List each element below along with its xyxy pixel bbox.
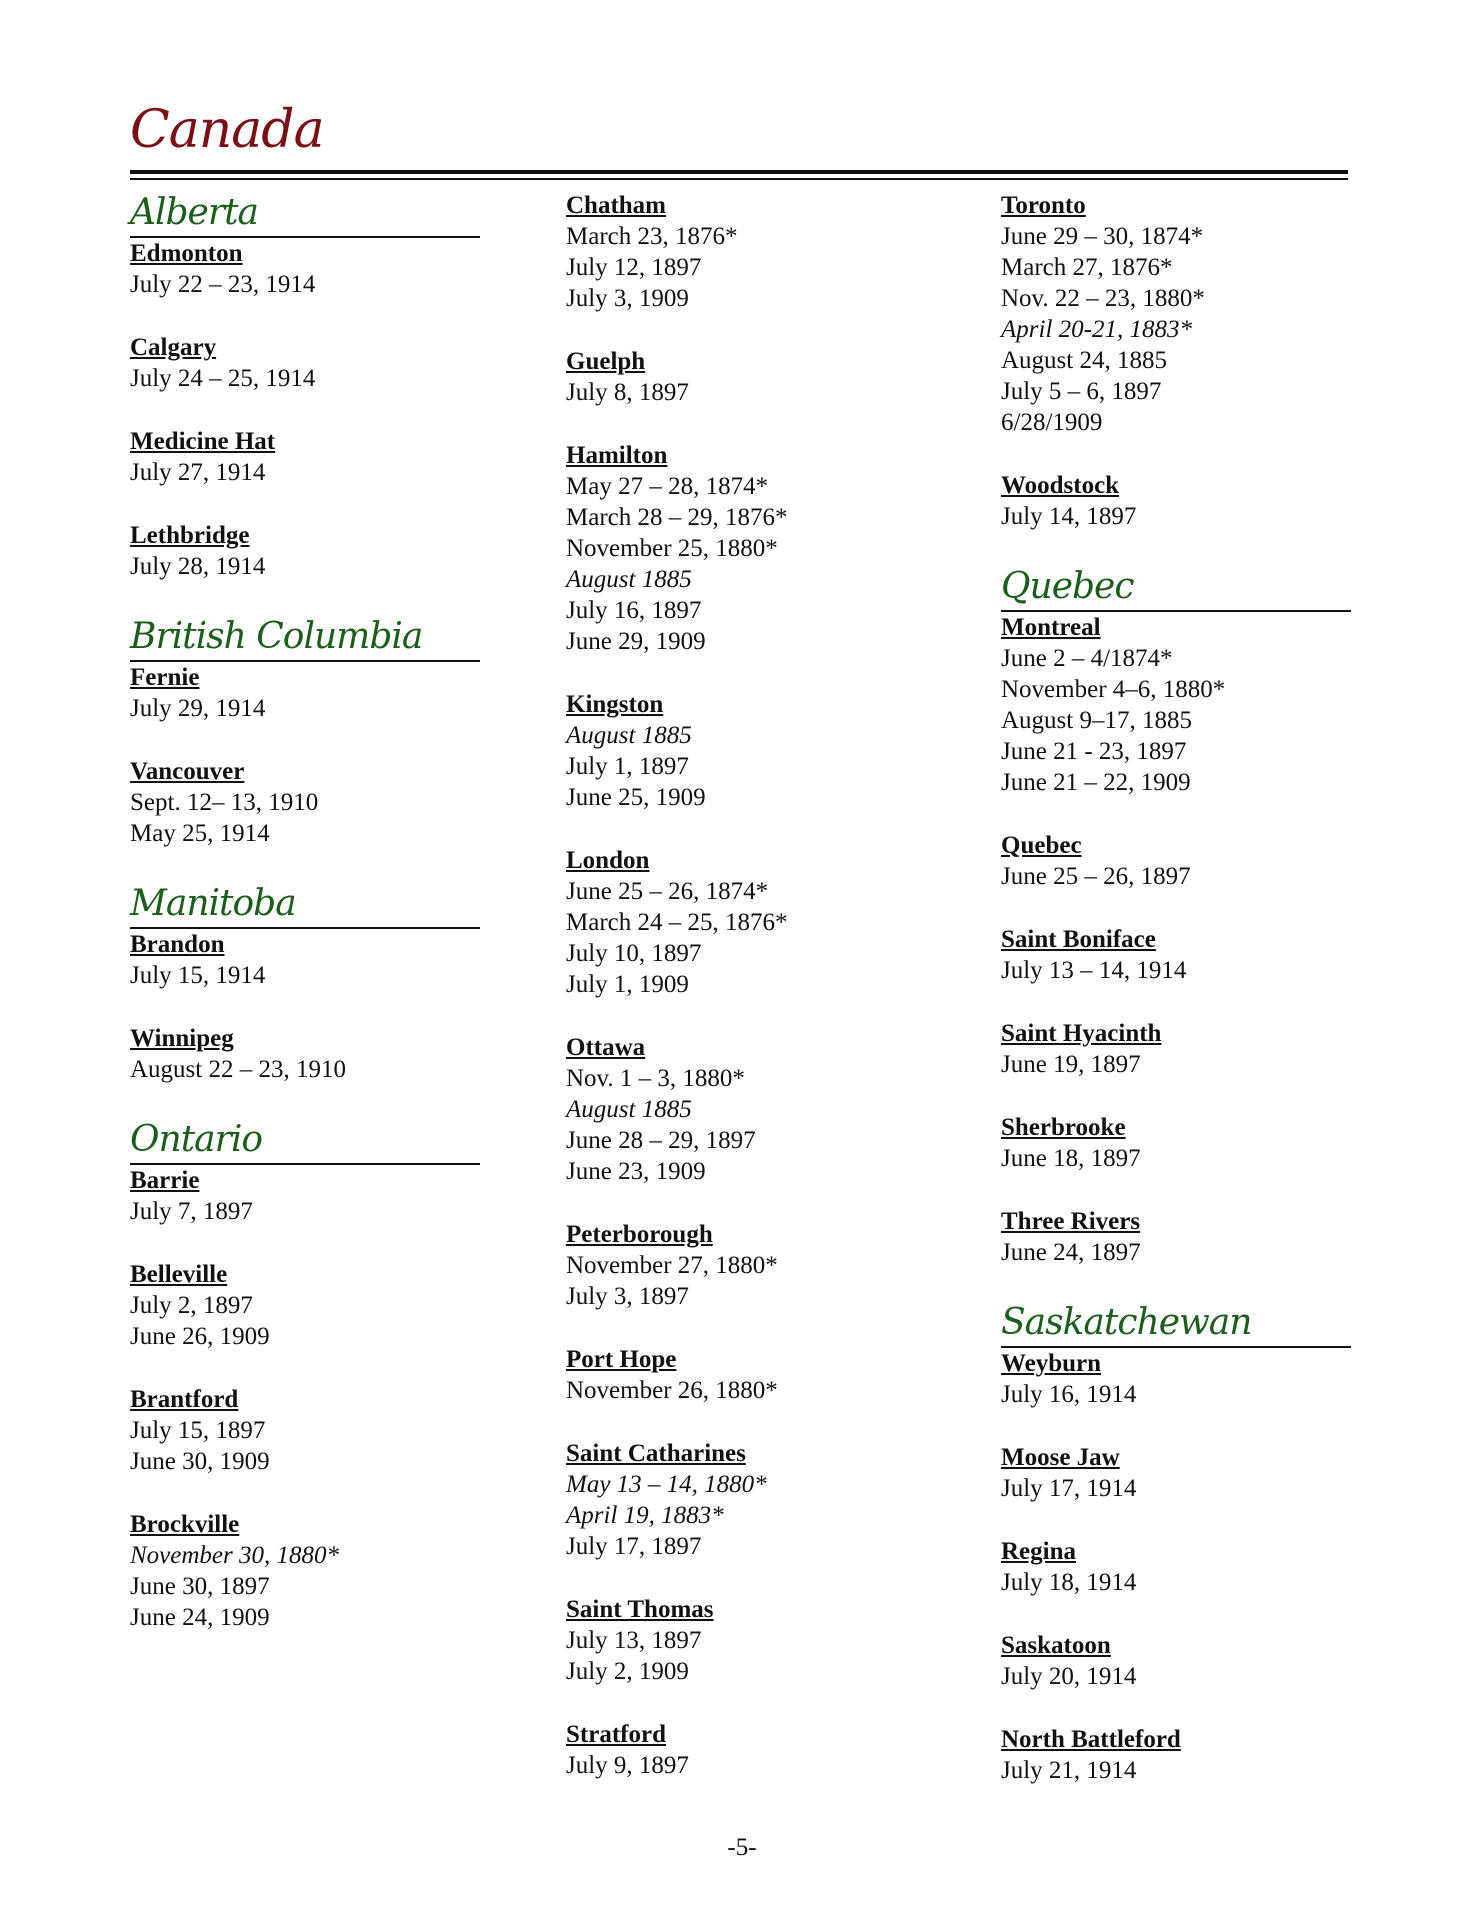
province-section xyxy=(130,614,480,849)
visit-date: July 12, 1897 xyxy=(566,254,702,281)
province-section xyxy=(566,190,916,1781)
visit-date: June 26, 1909 xyxy=(130,1323,270,1350)
visit-date: July 3, 1909 xyxy=(566,285,689,312)
city-entry xyxy=(130,1023,480,1085)
visit-date: July 14, 1897 xyxy=(1001,503,1137,530)
city-entry xyxy=(130,520,480,582)
city-name: Saint Thomas xyxy=(566,1596,714,1623)
visit-date: July 7, 1897 xyxy=(130,1198,253,1225)
visit-date: July 1, 1909 xyxy=(566,971,689,998)
visit-date: July 16, 1914 xyxy=(1001,1381,1137,1408)
column-3 xyxy=(1001,190,1351,1818)
city-name: Fernie xyxy=(130,664,200,691)
visit-date: June 24, 1909 xyxy=(130,1604,270,1631)
visit-date: March 24 – 25, 1876* xyxy=(566,909,788,936)
city-entry xyxy=(1001,1630,1351,1692)
city-name: Edmonton xyxy=(130,240,243,267)
column-1 xyxy=(130,190,480,1665)
visit-date: July 9, 1897 xyxy=(566,1752,689,1779)
visit-date: June 21 – 22, 1909 xyxy=(1001,769,1191,796)
city-entry xyxy=(566,1219,916,1312)
visit-date: July 8, 1897 xyxy=(566,379,689,406)
city-entry xyxy=(130,662,480,724)
city-entry xyxy=(130,929,480,991)
city-entry xyxy=(130,756,480,849)
city-name: Moose Jaw xyxy=(1001,1444,1120,1471)
page-title: Canada xyxy=(130,100,324,160)
province-section xyxy=(1001,1300,1351,1786)
province-section xyxy=(130,881,480,1085)
city-name: Port Hope xyxy=(566,1346,677,1373)
city-entry xyxy=(566,1594,916,1687)
city-name: Belleville xyxy=(130,1261,228,1288)
city-entry xyxy=(130,1384,480,1477)
visit-date: July 21, 1914 xyxy=(1001,1757,1137,1784)
visit-date: November 27, 1880* xyxy=(566,1252,778,1279)
province-heading: Ontario xyxy=(130,1117,480,1165)
visit-date: June 25 – 26, 1874* xyxy=(566,878,769,905)
visit-date: April 19, 1883* xyxy=(566,1502,724,1529)
visit-date: March 23, 1876* xyxy=(566,223,738,250)
province-section xyxy=(1001,564,1351,1268)
province-heading: Manitoba xyxy=(130,881,480,929)
province-heading: Alberta xyxy=(130,190,480,238)
visit-date: July 10, 1897 xyxy=(566,940,702,967)
visit-date: November 4–6, 1880* xyxy=(1001,676,1226,703)
visit-date: March 27, 1876* xyxy=(1001,254,1173,281)
city-name: Woodstock xyxy=(1001,472,1120,499)
visit-date: July 2, 1909 xyxy=(566,1658,689,1685)
city-name: Guelph xyxy=(566,348,646,375)
city-entry xyxy=(130,238,480,300)
city-entry xyxy=(566,1438,916,1562)
province-heading: Quebec xyxy=(1001,564,1351,612)
city-name: Brockville xyxy=(130,1511,240,1538)
visit-date: August 1885 xyxy=(566,566,692,593)
city-entry xyxy=(130,1165,480,1227)
city-entry xyxy=(130,332,480,394)
visit-date: August 22 – 23, 1910 xyxy=(130,1056,346,1083)
city-name: Three Rivers xyxy=(1001,1208,1141,1235)
visit-date: July 15, 1914 xyxy=(130,962,266,989)
city-name: Medicine Hat xyxy=(130,428,276,455)
visit-date: Nov. 22 – 23, 1880* xyxy=(1001,285,1205,312)
visit-date: Sept. 12– 13, 1910 xyxy=(130,789,319,816)
city-entry xyxy=(1001,1112,1351,1174)
title-divider-thin xyxy=(130,178,1348,180)
city-entry xyxy=(1001,924,1351,986)
visit-date: August 9–17, 1885 xyxy=(1001,707,1192,734)
visit-date: July 22 – 23, 1914 xyxy=(130,271,316,298)
page-number: -5- xyxy=(727,1834,757,1861)
city-name: Weyburn xyxy=(1001,1350,1102,1377)
city-name: North Battleford xyxy=(1001,1726,1181,1753)
visit-date: July 15, 1897 xyxy=(130,1417,266,1444)
visit-date: March 28 – 29, 1876* xyxy=(566,504,788,531)
city-entry xyxy=(1001,830,1351,892)
visit-date: April 20-21, 1883* xyxy=(1001,316,1192,343)
city-name: Toronto xyxy=(1001,192,1086,219)
city-name: Ottawa xyxy=(566,1034,646,1061)
province-heading: Saskatchewan xyxy=(1001,1300,1351,1348)
visit-date: November 30, 1880* xyxy=(130,1542,339,1569)
city-name: Brandon xyxy=(130,931,225,958)
visit-date: July 17, 1914 xyxy=(1001,1475,1137,1502)
city-name: Winnipeg xyxy=(130,1025,234,1052)
city-entry xyxy=(1001,1536,1351,1598)
visit-date: 6/28/1909 xyxy=(1001,409,1103,436)
city-name: Calgary xyxy=(130,334,217,361)
visit-date: June 25, 1909 xyxy=(566,784,706,811)
province-heading: British Columbia xyxy=(130,614,480,662)
visit-date: July 28, 1914 xyxy=(130,553,266,580)
visit-date: June 30, 1897 xyxy=(130,1573,270,1600)
city-name: Lethbridge xyxy=(130,522,250,549)
visit-date: July 1, 1897 xyxy=(566,753,689,780)
city-name: Saint Hyacinth xyxy=(1001,1020,1162,1047)
city-entry xyxy=(566,440,916,657)
visit-date: July 29, 1914 xyxy=(130,695,266,722)
city-name: Kingston xyxy=(566,691,664,718)
visit-date: July 3, 1897 xyxy=(566,1283,689,1310)
visit-date: November 25, 1880* xyxy=(566,535,778,562)
visit-date: July 2, 1897 xyxy=(130,1292,253,1319)
visit-date: June 18, 1897 xyxy=(1001,1145,1141,1172)
city-name: Barrie xyxy=(130,1167,200,1194)
visit-date: July 20, 1914 xyxy=(1001,1663,1137,1690)
city-entry xyxy=(566,845,916,1000)
visit-date: July 24 – 25, 1914 xyxy=(130,365,316,392)
visit-date: Nov. 1 – 3, 1880* xyxy=(566,1065,745,1092)
visit-date: July 18, 1914 xyxy=(1001,1569,1137,1596)
city-name: Peterborough xyxy=(566,1221,713,1248)
city-name: Brantford xyxy=(130,1386,239,1413)
city-entry xyxy=(1001,612,1351,798)
city-entry xyxy=(566,190,916,314)
visit-date: June 30, 1909 xyxy=(130,1448,270,1475)
visit-date: June 24, 1897 xyxy=(1001,1239,1141,1266)
visit-date: July 16, 1897 xyxy=(566,597,702,624)
city-name: London xyxy=(566,847,650,874)
column-2 xyxy=(566,190,916,1813)
province-section xyxy=(130,190,480,582)
province-section xyxy=(1001,190,1351,532)
title-divider-thick xyxy=(130,170,1348,174)
visit-date: June 29, 1909 xyxy=(566,628,706,655)
city-name: Montreal xyxy=(1001,614,1101,641)
visit-date: June 28 – 29, 1897 xyxy=(566,1127,756,1154)
visit-date: May 27 – 28, 1874* xyxy=(566,473,769,500)
visit-date: June 2 – 4/1874* xyxy=(1001,645,1173,672)
city-entry xyxy=(566,346,916,408)
visit-date: July 27, 1914 xyxy=(130,459,266,486)
visit-date: August 24, 1885 xyxy=(1001,347,1167,374)
city-name: Quebec xyxy=(1001,832,1082,859)
city-name: Saint Catharines xyxy=(566,1440,746,1467)
visit-date: August 1885 xyxy=(566,1096,692,1123)
city-name: Regina xyxy=(1001,1538,1076,1565)
city-entry xyxy=(566,1344,916,1406)
visit-date: June 25 – 26, 1897 xyxy=(1001,863,1191,890)
city-name: Saint Boniface xyxy=(1001,926,1156,953)
city-entry xyxy=(130,426,480,488)
visit-date: July 13, 1897 xyxy=(566,1627,702,1654)
city-entry xyxy=(1001,1018,1351,1080)
city-name: Chatham xyxy=(566,192,667,219)
city-entry xyxy=(566,689,916,813)
visit-date: May 13 – 14, 1880* xyxy=(566,1471,767,1498)
visit-date: July 17, 1897 xyxy=(566,1533,702,1560)
city-name: Saskatoon xyxy=(1001,1632,1111,1659)
city-entry xyxy=(1001,1724,1351,1786)
city-name: Vancouver xyxy=(130,758,245,785)
city-name: Sherbrooke xyxy=(1001,1114,1126,1141)
city-entry xyxy=(566,1032,916,1187)
visit-date: May 25, 1914 xyxy=(130,820,270,847)
visit-date: June 23, 1909 xyxy=(566,1158,706,1185)
city-entry xyxy=(566,1719,916,1781)
city-entry xyxy=(1001,190,1351,438)
city-entry xyxy=(130,1259,480,1352)
city-name: Hamilton xyxy=(566,442,668,469)
visit-date: July 13 – 14, 1914 xyxy=(1001,957,1187,984)
visit-date: June 29 – 30, 1874* xyxy=(1001,223,1204,250)
visit-date: August 1885 xyxy=(566,722,692,749)
city-entry xyxy=(1001,1442,1351,1504)
visit-date: June 19, 1897 xyxy=(1001,1051,1141,1078)
city-name: Stratford xyxy=(566,1721,666,1748)
city-entry xyxy=(1001,1348,1351,1410)
visit-date: July 5 – 6, 1897 xyxy=(1001,378,1162,405)
visit-date: June 21 - 23, 1897 xyxy=(1001,738,1187,765)
province-section xyxy=(130,1117,480,1633)
visit-date: November 26, 1880* xyxy=(566,1377,778,1404)
city-entry xyxy=(130,1509,480,1633)
city-entry xyxy=(1001,1206,1351,1268)
city-entry xyxy=(1001,470,1351,532)
